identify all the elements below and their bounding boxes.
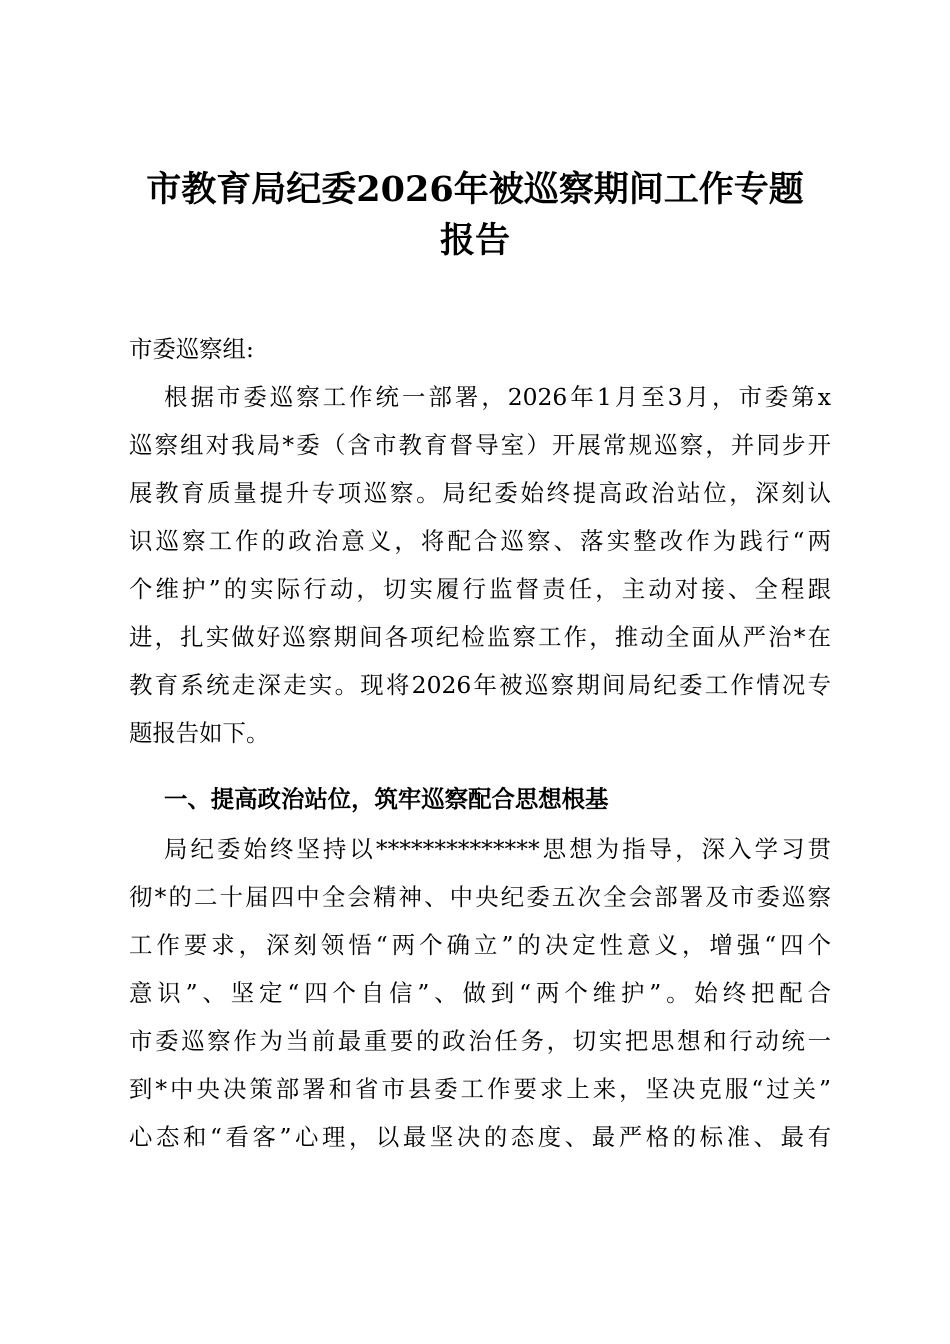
paragraph-1-line-5: 个维护”的实际行动，切实履行监督责任，主动对接、全程跟 [129,575,831,603]
paragraph-2-line-1: 局纪委始终坚持以**************思想为指导，深入学习贯 [164,835,831,863]
paragraph-2-line-3: 工作要求，深刻领悟“两个确立”的决定性意义，增强“四个 [129,931,831,959]
salutation: 市委巡察组: [129,335,254,363]
paragraph-2-line-6: 到*中央决策部署和省市县委工作要求上来，坚决克服“过关” [129,1075,831,1103]
paragraph-2-line-5: 市委巡察作为当前最重要的政治任务，切实把思想和行动统一 [129,1027,831,1055]
paragraph-1-line-2: 巡察组对我局*委（含市教育督导室）开展常规巡察，并同步开 [129,431,831,459]
paragraph-1-line-6: 进，扎实做好巡察期间各项纪检监察工作，推动全面从严治*在 [129,623,831,651]
paragraph-1-line-8: 题报告如下。 [129,719,270,747]
paragraph-2-line-7: 心态和“看客”心理，以最坚决的态度、最严格的标准、最有 [129,1123,831,1151]
section-heading-1: 一、提高政治站位，筑牢巡察配合思想根基 [164,785,609,813]
paragraph-1-line-3: 展教育质量提升专项巡察。局纪委始终提高政治站位，深刻认 [129,479,831,507]
paragraph-1-line-7: 教育系统走深走实。现将2026年被巡察期间局纪委工作情况专 [129,671,831,699]
document-title-line-1: 市教育局纪委2026年被巡察期间工作专题 [146,169,804,210]
paragraph-1-line-1: 根据市委巡察工作统一部署，2026年1月至3月，市委第x [164,383,831,411]
document-title-line-2: 报告 [439,220,510,261]
paragraph-1-line-4: 识巡察工作的政治意义，将配合巡察、落实整改作为践行“两 [129,527,831,555]
paragraph-2-line-2: 彻*的二十届四中全会精神、中央纪委五次全会部署及市委巡察 [129,883,831,911]
paragraph-2-line-4: 意识”、坚定“四个自信”、做到“两个维护”。始终把配合 [129,979,831,1007]
